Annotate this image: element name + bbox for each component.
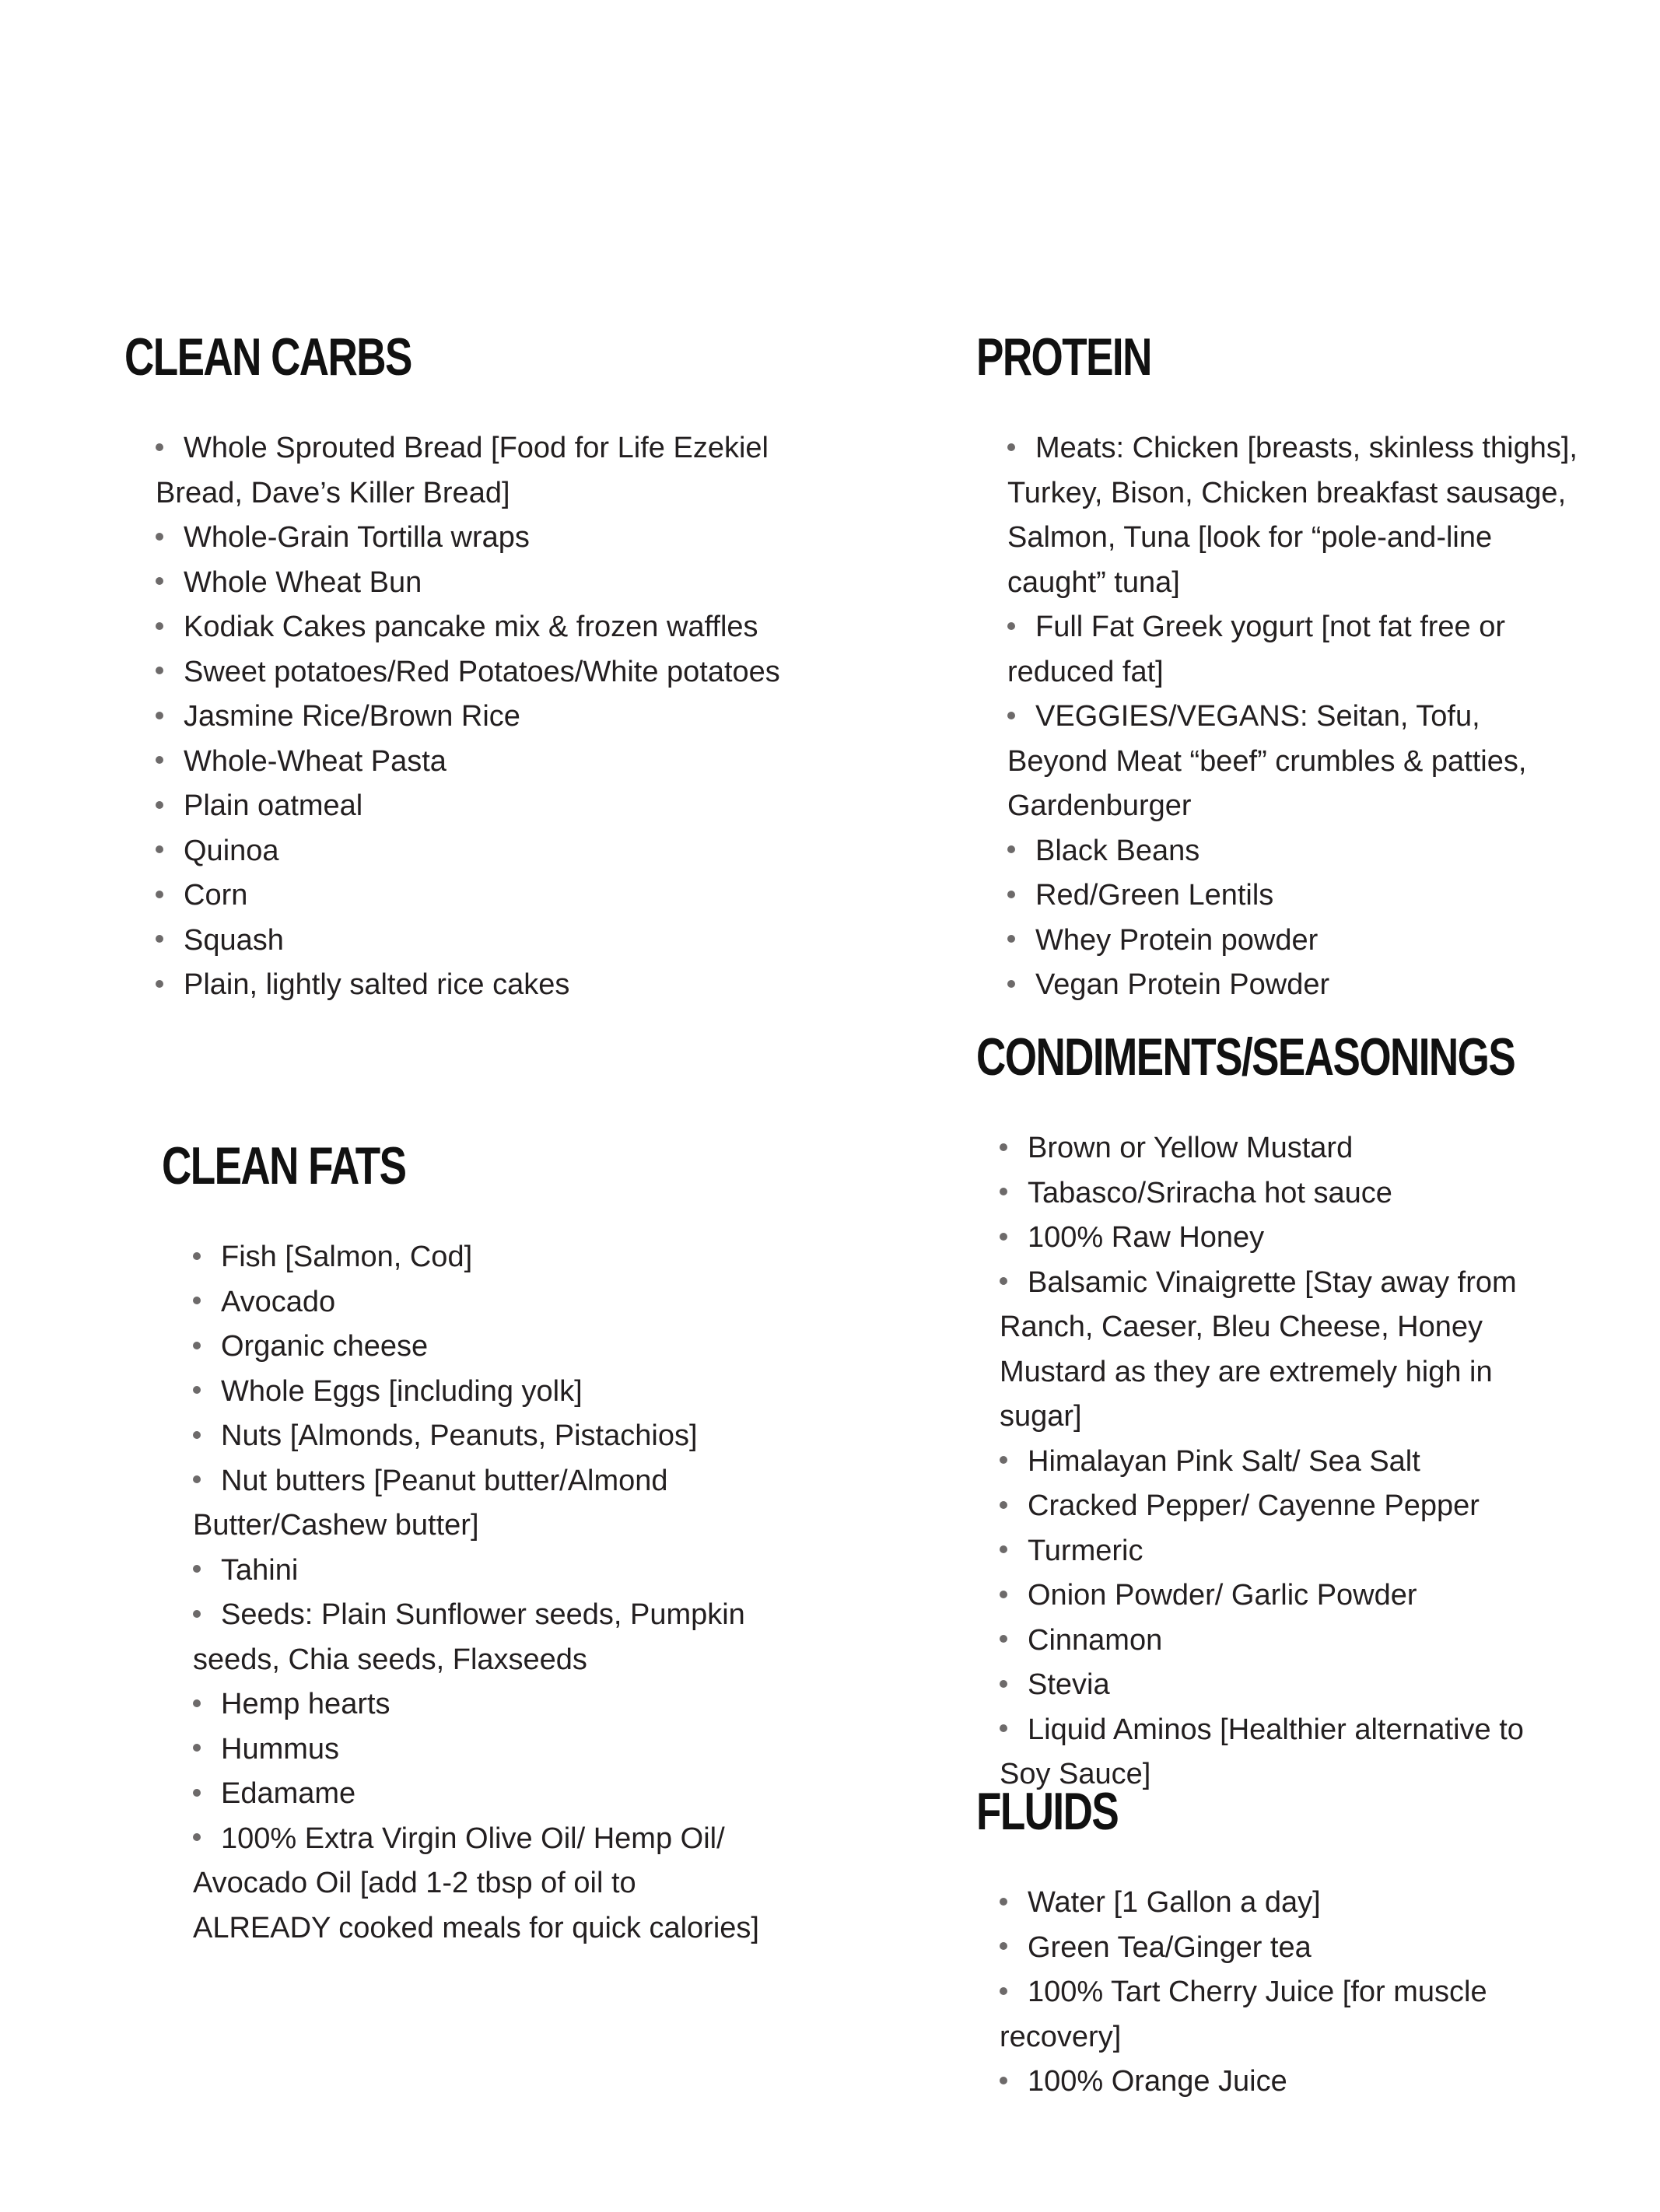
fluids-list [1000, 1881, 1575, 2105]
bullet-icon [156, 533, 163, 541]
list-item [1000, 1926, 1575, 1971]
bullet-icon [156, 443, 163, 451]
list-item [156, 829, 848, 874]
list-item [1000, 1663, 1575, 1708]
list-item-text: Nuts [Almonds, Peanuts, Pistachios] [221, 1419, 698, 1452]
bullet-icon [1007, 712, 1015, 719]
list-item-text: Corn [184, 879, 248, 912]
list-item-text: Green Tea/Ginger tea [1028, 1930, 1312, 1964]
bullet-icon [1000, 1987, 1007, 1995]
list-item-text: Black Beans [1035, 834, 1200, 867]
bullet-icon [156, 756, 163, 764]
list-item [193, 1459, 769, 1549]
protein-heading: PROTEIN [976, 327, 1151, 387]
bullet-icon [156, 935, 163, 943]
list-item [156, 561, 848, 606]
clean-fats-list [193, 1235, 769, 1951]
list-item [1000, 1619, 1575, 1664]
bullet-icon [1000, 1724, 1007, 1732]
bullet-icon [193, 1744, 201, 1752]
protein-section [976, 327, 1583, 1008]
list-item [1000, 1216, 1575, 1261]
list-item [156, 873, 848, 919]
bullet-icon [193, 1789, 201, 1797]
list-item [1007, 695, 1583, 829]
bullet-icon [156, 801, 163, 809]
list-item-text: Red/Green Lentils [1035, 879, 1274, 912]
list-item-text: 100% Raw Honey [1028, 1221, 1265, 1254]
list-item [1000, 1261, 1575, 1440]
bullet-icon [193, 1431, 201, 1439]
list-item [193, 1235, 769, 1280]
list-item-text: Hummus [221, 1732, 340, 1766]
list-item [1000, 1484, 1575, 1529]
list-item [1000, 1126, 1575, 1171]
list-item [193, 1325, 769, 1370]
bullet-icon [1007, 622, 1015, 630]
bullet-icon [156, 622, 163, 630]
list-item [156, 740, 848, 785]
list-item [1007, 963, 1583, 1008]
list-item-text: Himalayan Pink Salt/ Sea Salt [1028, 1444, 1420, 1478]
list-item-text: Onion Powder/ Garlic Powder [1028, 1579, 1417, 1612]
list-item [193, 1280, 769, 1325]
list-item-text: Nut butters [Peanut butter/Almond Butter/Cashew butter] [193, 1464, 668, 1542]
list-item [1000, 1970, 1575, 2060]
list-item-text: Plain, lightly salted rice cakes [184, 968, 570, 1001]
list-item [1007, 873, 1583, 919]
bullet-icon [193, 1475, 201, 1483]
list-item-text: VEGGIES/VEGANS: Seitan, Tofu, Beyond Meat “beef” crumbles & patties, Gardenburger [1007, 700, 1527, 822]
list-item-text: Vegan Protein Powder [1035, 968, 1330, 1001]
bullet-icon [1000, 1545, 1007, 1553]
list-item-text: Whole Wheat Bun [184, 565, 422, 599]
bullet-icon [193, 1252, 201, 1260]
list-item-text: Whole Sprouted Bread [Food for Life Ezekiel Bread, Dave’s Killer Bread] [156, 432, 769, 509]
list-item [156, 695, 848, 740]
bullet-icon [193, 1833, 201, 1841]
bullet-icon [1000, 1635, 1007, 1643]
list-item-text: Squash [184, 923, 284, 957]
list-item [193, 1817, 769, 1951]
bullet-icon [1000, 1942, 1007, 1950]
bullet-icon [156, 577, 163, 585]
bullet-icon [1000, 1233, 1007, 1241]
list-item-text: Liquid Aminos [Healthier alternative to Soy Sauce] [1000, 1713, 1524, 1790]
protein-list [1007, 426, 1583, 1008]
fluids-section [976, 1782, 1575, 2105]
list-item-text: Fish [Salmon, Cod] [221, 1241, 473, 1273]
list-item-text: Jasmine Rice/Brown Rice [184, 700, 520, 733]
list-item [1000, 2060, 1575, 2105]
list-item-text: 100% Tart Cherry Juice [for muscle recovery] [1000, 1976, 1487, 2053]
bullet-icon [193, 1297, 201, 1304]
list-item-text: Whey Protein powder [1035, 923, 1319, 957]
list-item-text: Meats: Chicken [breasts, skinless thighs], Turkey, Bison, Chicken breakfast sausage, Salmon, Tuna [look for “pole-and-line caught” tuna] [1007, 432, 1578, 599]
list-item [193, 1772, 769, 1817]
list-item-text: Stevia [1028, 1668, 1110, 1701]
bullet-icon [1007, 980, 1015, 988]
bullet-icon [1000, 1188, 1007, 1195]
bullet-icon [193, 1342, 201, 1349]
list-item-text: Plain oatmeal [184, 789, 363, 822]
list-item-text: Cinnamon [1028, 1623, 1163, 1657]
list-item [156, 516, 848, 561]
list-item [156, 919, 848, 964]
list-item [1000, 1881, 1575, 1926]
list-item-text: Organic cheese [221, 1330, 429, 1363]
list-item-text: Tahini [221, 1553, 299, 1587]
list-item [1007, 605, 1583, 695]
list-item [156, 784, 848, 829]
clean-fats-heading: CLEAN FATS [162, 1136, 406, 1195]
list-item-text: Turmeric [1028, 1534, 1143, 1567]
list-item-text: Kodiak Cakes pancake mix & frozen waffles [184, 611, 758, 643]
list-item-text: Whole-Grain Tortilla wraps [184, 521, 530, 554]
list-item [193, 1370, 769, 1415]
bullet-icon [1000, 1277, 1007, 1285]
clean-fats-section [162, 1136, 769, 1951]
list-item-text: Water [1 Gallon a day] [1028, 1886, 1321, 1919]
bullet-icon [1000, 1456, 1007, 1464]
list-item [156, 963, 848, 1008]
fluids-heading: FLUIDS [976, 1782, 1119, 1841]
bullet-icon [1000, 1591, 1007, 1598]
list-item-text: Whole-Wheat Pasta [184, 744, 447, 778]
bullet-icon [156, 980, 163, 988]
list-item-text: Tabasco/Sriracha hot sauce [1028, 1176, 1392, 1209]
list-item [1000, 1440, 1575, 1485]
list-item [156, 426, 848, 516]
clean-carbs-section [124, 327, 848, 1008]
list-item-text: Whole Eggs [including yolk] [221, 1374, 583, 1408]
list-item [1000, 1573, 1575, 1619]
list-item [193, 1682, 769, 1727]
bullet-icon [193, 1386, 201, 1394]
list-item [1007, 829, 1583, 874]
bullet-icon [1000, 1143, 1007, 1151]
list-item [1007, 919, 1583, 964]
bullet-icon [156, 845, 163, 853]
list-item [156, 605, 848, 650]
bullet-icon [1000, 1680, 1007, 1688]
bullet-icon [156, 712, 163, 719]
list-item-text: Sweet potatoes/Red Potatoes/White potatoes [184, 655, 780, 688]
list-item-text: Brown or Yellow Mustard [1028, 1132, 1354, 1164]
bullet-icon [1000, 2077, 1007, 2084]
bullet-icon [1007, 935, 1015, 943]
clean-carbs-list [156, 426, 848, 1008]
bullet-icon [1000, 1501, 1007, 1509]
list-item-text: Balsamic Vinaigrette [Stay away from Ranch, Caeser, Bleu Cheese, Honey Mustard as they are extremely high in sugar] [1000, 1265, 1517, 1433]
condiments-section [976, 1027, 1660, 1797]
bullet-icon [1007, 443, 1015, 451]
bullet-icon [1007, 891, 1015, 898]
list-item-text: Edamame [221, 1777, 356, 1810]
list-item [193, 1549, 769, 1594]
list-item [1007, 426, 1583, 605]
bullet-icon [193, 1699, 201, 1707]
list-item [156, 650, 848, 695]
condiments-heading: CONDIMENTS/SEASONINGS [976, 1027, 1515, 1087]
list-item-text: Quinoa [184, 834, 279, 867]
list-item-text: Seeds: Plain Sunflower seeds, Pumpkin seeds, Chia seeds, Flaxseeds [193, 1598, 745, 1676]
bullet-icon [156, 667, 163, 674]
list-item [193, 1727, 769, 1773]
condiments-list [1000, 1126, 1575, 1797]
list-item [1000, 1171, 1575, 1216]
bullet-icon [156, 891, 163, 898]
bullet-icon [1000, 1898, 1007, 1906]
bullet-icon [1007, 845, 1015, 853]
list-item-text: Full Fat Greek yogurt [not fat free or reduced fat] [1007, 611, 1506, 688]
list-item [1000, 1529, 1575, 1574]
list-item-text: Hemp hearts [221, 1688, 390, 1720]
list-item-text: Avocado [221, 1285, 336, 1318]
bullet-icon [193, 1565, 201, 1573]
list-item-text: Cracked Pepper/ Cayenne Pepper [1028, 1489, 1480, 1522]
list-item [193, 1414, 769, 1459]
list-item [193, 1593, 769, 1682]
clean-carbs-heading: CLEAN CARBS [124, 327, 411, 387]
list-item-text: 100% Orange Juice [1028, 2065, 1287, 2098]
bullet-icon [193, 1610, 201, 1618]
list-item-text: 100% Extra Virgin Olive Oil/ Hemp Oil/ Avocado Oil [add 1-2 tbsp of oil to ALREADY cooked meals for quick calories] [193, 1822, 759, 1944]
